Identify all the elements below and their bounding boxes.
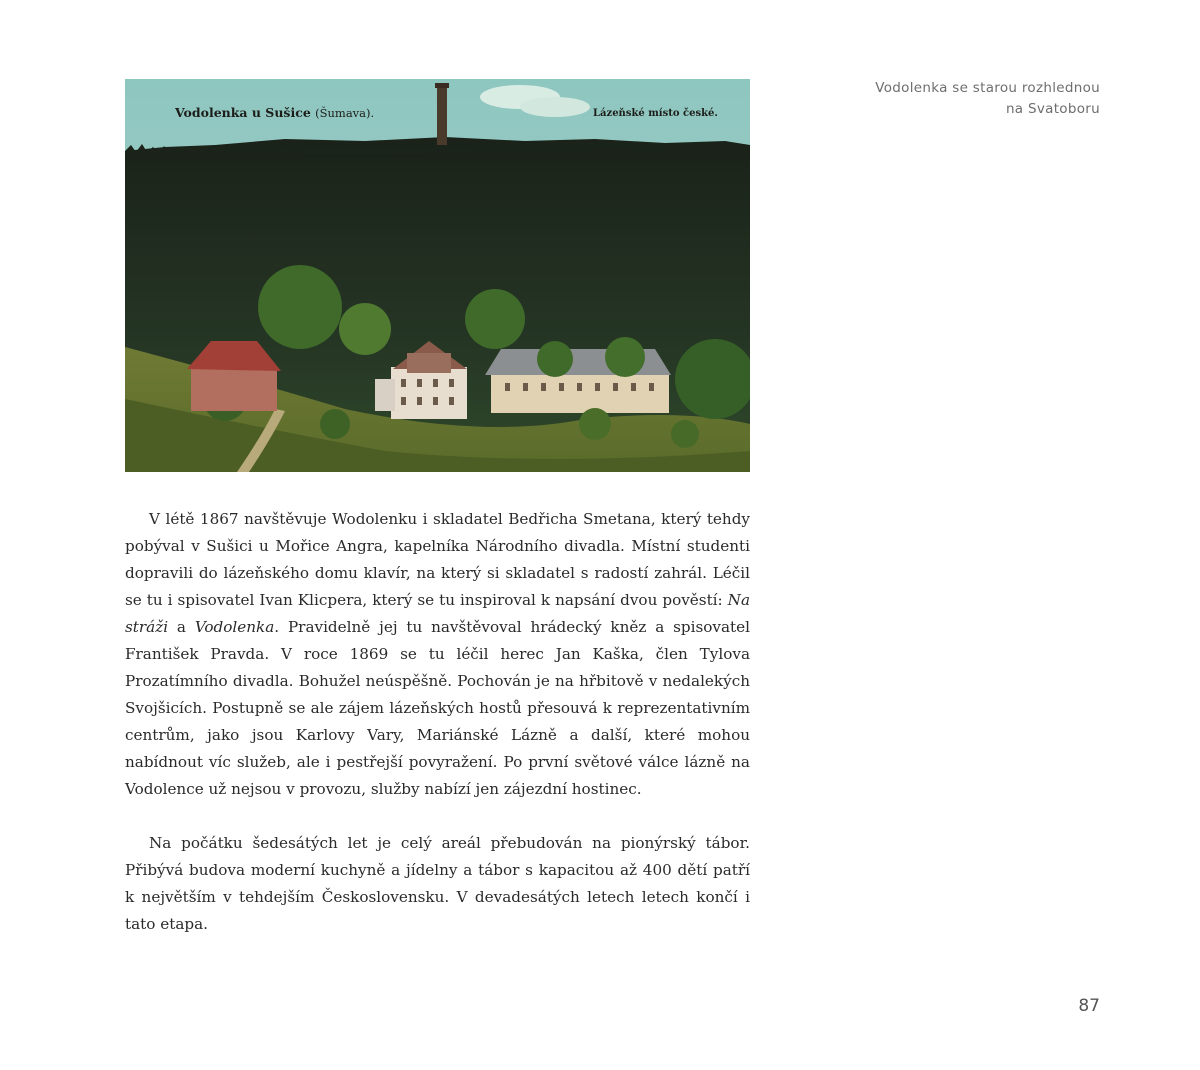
photo-caption <box>800 78 1100 120</box>
paragraph-text: . Pravidelně jej tu navštěvoval hrádecký kněz a spisovatel František Pravda. V roce 1869 se tu léčil herec Jan Kaška, člen Tylova Prozatímního divadla. Bohužel neúspěšně. Pochován je na hřbitově v nedalekých Svojšicích. Postupně se ale zájem lázeňských hostů přesouvá k reprezentativním centrům, jako jsou Karlovy Vary, Mariánské Lázně a další, které mohou nabídnout víc služeb, ale i pestřejší povyražení. Po první světové válce lázně na Vodolence už nejsou v provozu, služby nabízí jen zájezdní hostinec. <box>125 618 750 798</box>
lookout-tower-top <box>435 83 449 88</box>
spa-building-wall <box>491 373 669 413</box>
legend-title: Vodolenka <box>194 618 275 636</box>
paragraph: Na počátku šedesátých let je celý areál přebudován na pionýrský tábor. Přibývá budova moderní kuchyně a jídelny a tábor s kapacitou až 400 dětí patří k největším v tehdejším Československu. V devadesátých letech letech končí i tato etapa. <box>125 834 750 933</box>
side-building <box>375 379 395 411</box>
postcard-illustration <box>125 79 750 472</box>
paragraph-text: a <box>168 618 195 636</box>
villa-upper <box>407 353 451 373</box>
postcard-title-main: Vodolenka u Sušice <box>175 105 311 120</box>
paragraph-text: V létě 1867 navštěvuje Wodolenku i skladatel Bedřicha Smetana, který tehdy pobýval v Sušici u Mořice Angra, kapelníka Národního divadla. Místní studenti dopravili do lázeňského domu klavír, na který si skladatel s radostí zahrál. Léčil se tu i spisovatel Ivan Klicpera, který se tu inspiroval k napsání dvou pověstí: <box>125 510 750 609</box>
body-text <box>125 506 750 938</box>
caption-line: Vodolenka se starou rozhlednou <box>875 80 1100 96</box>
tree <box>537 341 573 377</box>
shrub <box>320 409 350 439</box>
tree <box>258 265 342 349</box>
tree <box>339 303 391 355</box>
page-number: 87 <box>1078 996 1100 1016</box>
villa-wall <box>391 367 467 419</box>
tree <box>605 337 645 377</box>
postcard-title <box>175 105 374 120</box>
postcard-photo <box>125 79 750 472</box>
shrub <box>671 420 699 448</box>
shrub <box>579 408 611 440</box>
caption-line: na Svatoboru <box>1005 101 1100 117</box>
legend-title: Na stráži <box>125 591 750 636</box>
postcard-title-region: (Šumava). <box>315 106 375 120</box>
paragraph <box>125 506 750 803</box>
tree <box>465 289 525 349</box>
cloud <box>520 97 590 117</box>
lookout-tower <box>437 85 447 145</box>
postcard-subtitle: Lázeňské místo české. <box>593 108 718 119</box>
chapel-wall <box>191 367 277 411</box>
